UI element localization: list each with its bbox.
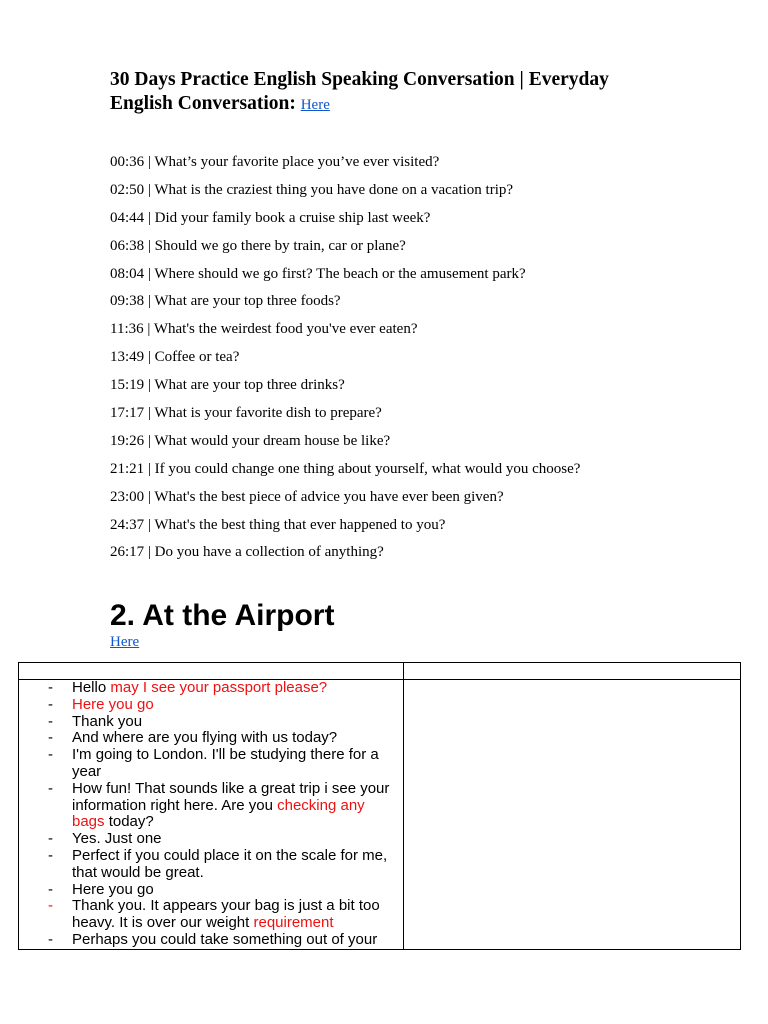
bullet-dash: - [48, 930, 53, 948]
table-body-row [19, 680, 741, 950]
list-item: 24:37 | What's the best thing that ever happened to you? [110, 516, 446, 533]
dialogue-text: And where are you flying with us today? [72, 729, 338, 747]
highlighted-text: checking any bags [72, 796, 365, 831]
highlighted-text: Here you go [72, 695, 154, 713]
dialogue-line [19, 730, 403, 747]
dialogue-text: Thank you. It appears your bag is just a bit too heavy. It is over our weight [72, 897, 380, 932]
bullet-dash: - [48, 729, 53, 747]
dialogue-line [19, 747, 403, 781]
dialogue-line [19, 898, 403, 932]
list-item: 09:38 | What are your top three foods? [110, 293, 341, 310]
table-header-row [19, 663, 741, 680]
list-item: 15:19 | What are your top three drinks? [110, 377, 345, 394]
list-item: 11:36 | What's the weirdest food you've ever eaten? [110, 321, 418, 338]
dialogue-text: Hello [72, 679, 111, 696]
bullet-dash: - [48, 712, 53, 730]
list-item: 19:26 | What would your dream house be like? [110, 432, 391, 449]
bullet-dash: - [48, 830, 53, 848]
empty-cell [404, 680, 741, 950]
dialogue-text: Perhaps you could take something out of your [72, 930, 378, 948]
list-item: 13:49 | Coffee or tea? [110, 349, 240, 366]
dialogue-text: Perfect if you could place it on the scale for me, that would be great. [72, 846, 388, 881]
dialogue-text: Thank you [72, 712, 143, 730]
timestamp-list [110, 152, 580, 570]
dialogue-line [19, 831, 403, 848]
dialogue-line [19, 882, 403, 899]
list-item: 00:36 | What’s your favorite place you’ve ever visited? [110, 154, 440, 170]
dialogue-text: I'm going to London. I'll be studying there for a year [72, 746, 379, 780]
title-here-link[interactable]: Here [300, 97, 330, 113]
header-cell-right [404, 663, 741, 680]
dialogue-text: How fun! That sounds like a great trip i see your information right here. Are you [72, 779, 390, 814]
dialogue-line [19, 680, 403, 697]
page-title-text: 30 Days Practice English Speaking Conversation | Everyday English Conversation: [110, 69, 609, 114]
list-item: 23:00 | What's the best piece of advice you have ever been given? [110, 488, 504, 505]
bullet-dash: - [48, 897, 53, 915]
bullet-dash: - [48, 846, 53, 864]
list-item: 17:17 | What is your favorite dish to prepare? [110, 405, 382, 422]
bullet-dash: - [48, 746, 53, 764]
section-heading: 2. At the Airport [110, 599, 335, 632]
dialogue-cell [19, 680, 404, 950]
highlighted-text: requirement [253, 914, 334, 932]
dialogue-text: Here you go [72, 880, 154, 898]
dialogue-text: today? [104, 813, 154, 831]
bullet-dash: - [48, 779, 53, 797]
highlighted-text: may I see your passport please? [110, 679, 328, 696]
dialogue-text: Yes. Just one [72, 830, 162, 848]
header-cell-left [19, 663, 404, 680]
dialogue-line [19, 932, 403, 949]
dialogue-line [19, 697, 403, 714]
bullet-dash: - [48, 695, 53, 713]
list-item: 06:38 | Should we go there by train, car or plane? [110, 237, 406, 254]
section-here-link[interactable]: Here [110, 634, 140, 650]
dialogue-table [18, 662, 741, 950]
page-title [110, 68, 670, 117]
list-item: 02:50 | What is the craziest thing you have done on a vacation trip? [110, 181, 514, 198]
dialogue-line [19, 781, 403, 831]
bullet-dash: - [48, 880, 53, 898]
list-item: 04:44 | Did your family book a cruise ship last week? [110, 209, 431, 226]
dialogue-line [19, 714, 403, 731]
list-item: 21:21 | If you could change one thing about yourself, what would you choose? [110, 460, 581, 477]
dialogue-list [19, 680, 403, 949]
dialogue-line [19, 848, 403, 882]
list-item: 26:17 | Do you have a collection of anything? [110, 544, 384, 561]
list-item: 08:04 | Where should we go first? The beach or the amusement park? [110, 265, 526, 282]
bullet-dash: - [48, 679, 53, 696]
